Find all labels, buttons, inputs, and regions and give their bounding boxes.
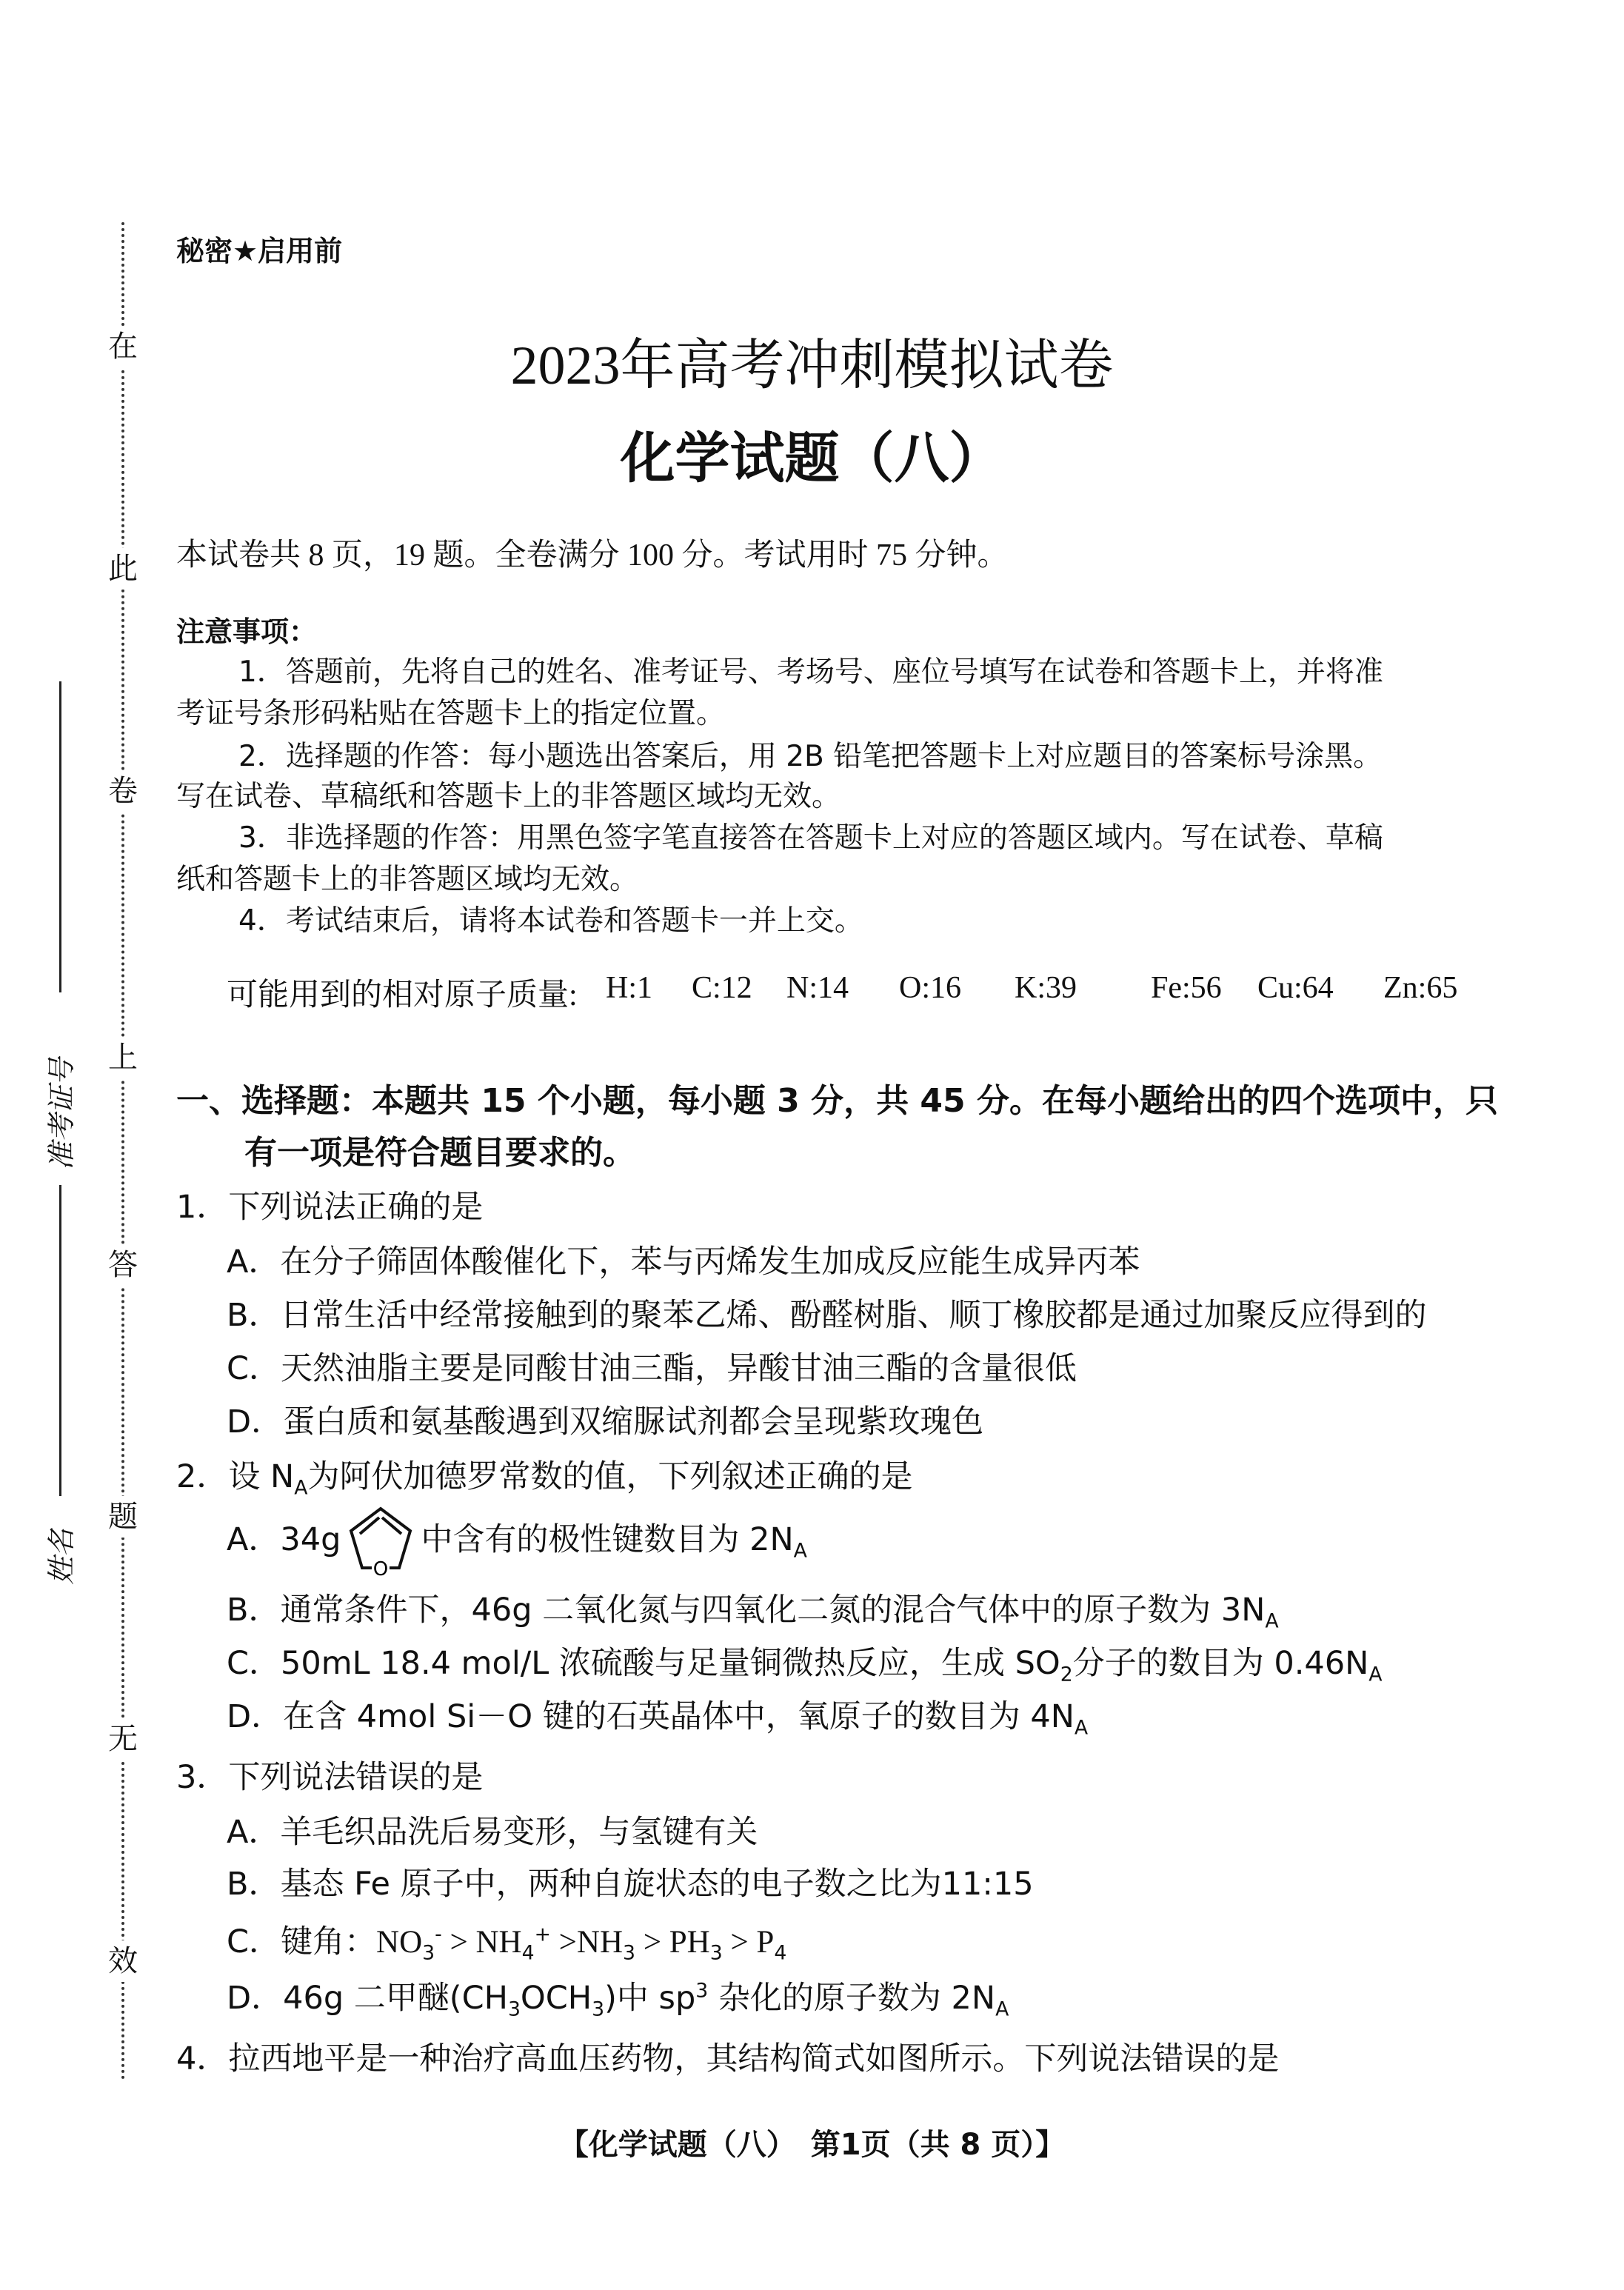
note-4: 4．考试结束后，请将本试卷和答题卡一并上交。 [238,904,863,938]
q2-stem: 2．设 $N_A$为阿伏加德罗常数的值，下列叙述正确的是 [176,1458,913,1500]
margin-char: 卷 [102,770,144,812]
q1-stem: 1．下列说法正确的是 [176,1189,484,1226]
q1-option-a: A．在分子筛固体酸催化下，苯与丙烯发生加成反应能生成异丙苯 [227,1244,1140,1281]
q3-stem: 3．下列说法错误的是 [176,1759,484,1796]
atomic-mass-item: K:39 [1015,971,1077,1005]
atomic-mass-item: H:1 [606,971,652,1005]
q2-option-a: A．34g O 中含有的极性键数目为 $2N_A$ [227,1499,807,1583]
id-number-label: 准考证号 [45,1057,78,1170]
exam-intro: 本试卷共 8 页，19 题。全卷满分 100 分。考试用时 75 分钟。 [176,538,1009,572]
exam-subtitle: 化学试题（八） [620,427,1004,490]
atomic-mass-item: Fe:56 [1151,971,1222,1005]
binding-dotted-line [121,222,124,2081]
q1-option-b: B．日常生活中经常接触到的聚苯乙烯、酚醛树脂、顺丁橡胶都是通过加聚反应得到的 [227,1297,1427,1334]
furan-oxygen-label: O [373,1558,389,1580]
margin-char: 无 [102,1718,144,1760]
margin-char: 此 [102,548,144,590]
q3-option-c: C．键角：$NO_3^- > NH_4^+ >NH_3 > PH_3 > P_4$ [227,1923,787,1965]
margin-char: 答 [102,1244,144,1286]
margin-char: 上 [102,1037,144,1078]
note-3-line-2: 纸和答题卡上的非答题区域均无效。 [176,863,639,896]
atomic-mass-item: Zn:65 [1383,971,1458,1005]
section-1-heading-line-2: 有一项是符合题目要求的。 [244,1134,635,1172]
note-1-line-2: 考证号条形码粘贴在答题卡上的指定位置。 [176,697,726,730]
atomic-mass-item: N:14 [786,971,849,1005]
note-2-line-1: 2．选择题的作答：每小题选出答案后，用 2B 铅笔把答题卡上对应题目的答案标号涂黑。 [238,740,1383,773]
page-footer: 【化学试题（八） 第1页（共 8 页）】 [558,2128,1066,2162]
id-number-blank [59,681,61,992]
q2-option-c: C．50mL 18.4 mol/L 浓硫酸与足量铜微热反应，生成 $SO_2$分子的数目为 $0.46N_A$ [227,1645,1383,1686]
q4-stem: 4．拉西地平是一种治疗高血压药物，其结构简式如图所示。下列说法错误的是 [176,2040,1280,2077]
q2-option-b: B．通常条件下，46g 二氧化氮与四氧化二氮的混合气体中的原子数为 $3N_A$ [227,1592,1279,1633]
q3-option-d: D．46g 二甲醚$(CH_3OCH_3)$中 $sp^3$ 杂化的原子数为 $2N_A$ [227,1979,1009,2021]
q1-option-c: C．天然油脂主要是同酸甘油三酯，异酸甘油三酯的含量很低 [227,1350,1077,1387]
atomic-mass-item: O:16 [899,971,961,1005]
note-2-line-2: 写在试卷、草稿纸和答题卡上的非答题区域均无效。 [176,780,841,813]
q1-option-d: D．蛋白质和氨基酸遇到双缩脲试剂都会呈现紫玫瑰色 [227,1403,984,1441]
exam-title: 2023年高考冲刺模拟试卷 [510,336,1114,396]
furan-structure-icon [344,1501,418,1583]
atomic-masses-label: 可能用到的相对原子质量: [227,978,578,1012]
atomic-mass-item: Cu:64 [1257,971,1334,1005]
section-1-heading-line-1: 一、选择题：本题共 15 个小题，每小题 3 分，共 45 分。在每小题给出的四个选项中，只 [176,1082,1498,1120]
q2-option-d: D．在含 4mol Si－O 键的石英晶体中，氧原子的数目为 $4N_A$ [227,1698,1089,1740]
atomic-mass-item: C:12 [692,971,752,1005]
name-blank [59,1185,61,1496]
note-3-line-1: 3．非选择题的作答：用黑色签字笔直接答在答题卡上对应的答题区域内。写在试卷、草稿 [238,821,1383,855]
q3-option-b: B．基态 Fe 原子中，两种自旋状态的电子数之比为11:15 [227,1866,1034,1903]
note-1-line-1: 1．答题前，先将自己的姓名、准考证号、考场号、座位号填写在试卷和答题卡上，并将准 [238,655,1383,689]
margin-char: 题 [102,1496,144,1538]
confidential-mark: 秘密★启用前 [176,235,343,267]
margin-char: 效 [102,1940,144,1982]
margin-char: 在 [102,326,144,367]
notes-heading: 注意事项： [176,615,318,648]
q3-option-a: A．羊毛织品洗后易变形，与氢键有关 [227,1814,758,1851]
name-label: 姓名 [45,1528,78,1585]
